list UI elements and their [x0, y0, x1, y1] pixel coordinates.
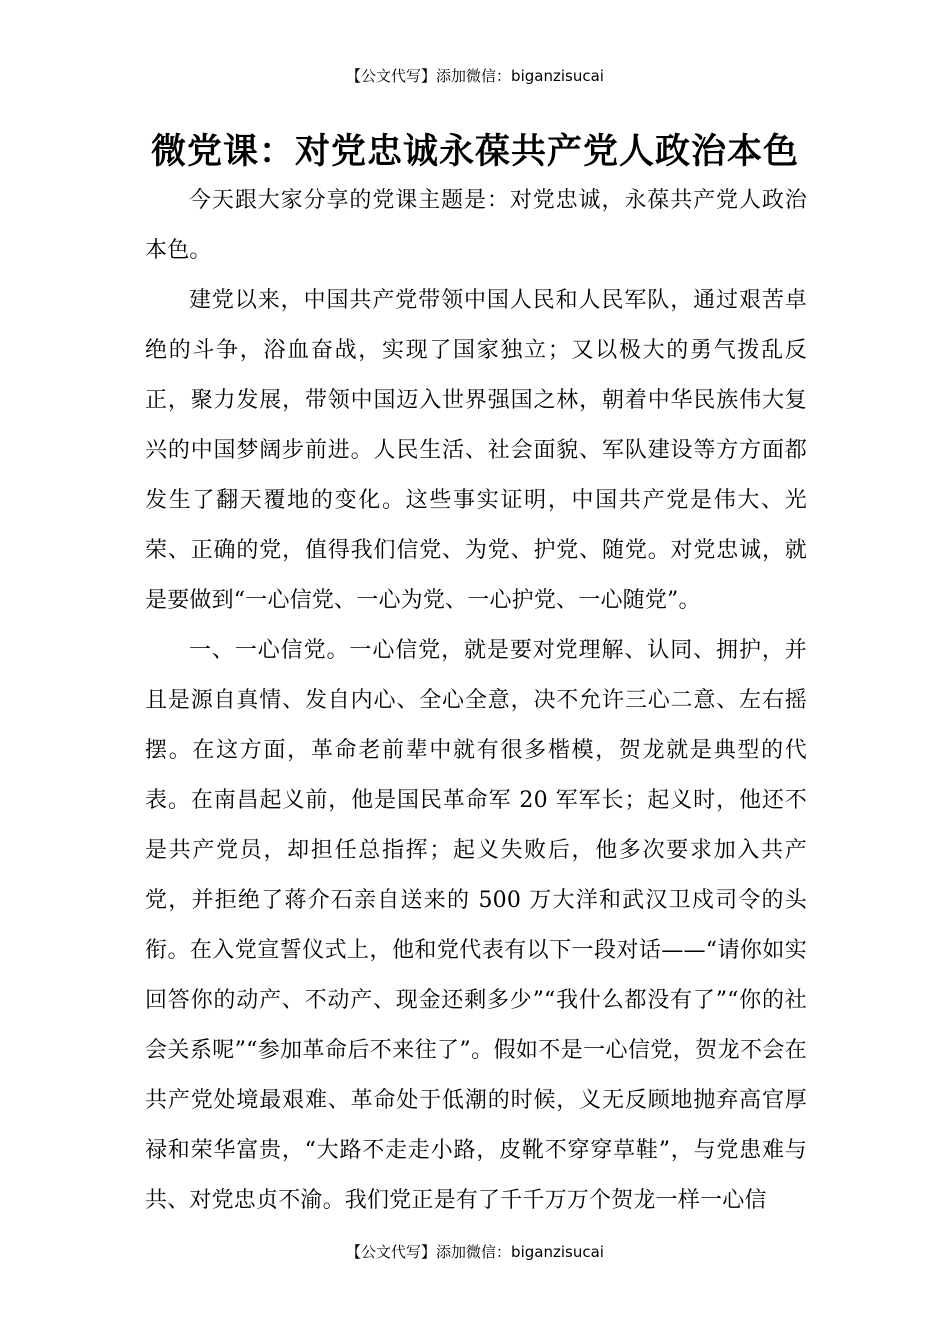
document-body [145, 176, 807, 1226]
paragraph-intro: 今天跟大家分享的党课主题是：对党忠诚，永葆共产党人政治本色。 [145, 188, 807, 263]
footer-watermark-note: 【公文代写】添加微信：biganzisucai [346, 1243, 604, 1261]
paragraph-section-one: 一、一心信党。一心信党，就是要对党理解、认同、拥护，并且是源自真情、发自内心、全心全意，决不允许三心二意、左右摇摆。在这方面，革命老前辈中就有很多楷模，贺龙就是典型的代表。在南昌起义前，他是国民革命军 20 军军长；起义时，他还不是共产党员，却担任总指挥；起义失败后，他多次要求加入共产党，并拒绝了蒋介石亲自送来的 500 万大洋和武汉卫戍司令的头衔。在入党宣誓仪式上，他和党代表有以下一段对话——“请你如实回答你的动产、不动产、现金还剩多少”“我什么都没有了”“你的社会关系呢”“参加革命后不来往了”。假如不是一心信党，贺龙不会在共产党处境最艰难、革命处于低潮的时候，义无反顾地抛弃高官厚禄和荣华富贵，“大路不走走小路，皮靴不穿穿草鞋”，与党患难与共、对党忠贞不渝。我们党正是有了千千万万个贺龙一样一心信 [145, 638, 807, 1213]
paragraph-history: 建党以来，中国共产党带领中国人民和人民军队，通过艰苦卓绝的斗争，浴血奋战，实现了国家独立；又以极大的勇气拨乱反正，聚力发展，带领中国迈入世界强国之林，朝着中华民族伟大复兴的中国梦阔步前进。人民生活、社会面貌、军队建设等方方面都发生了翻天覆地的变化。这些事实证明，中国共产党是伟大、光荣、正确的党，值得我们信党、为党、护党、随党。对党忠诚，就是要做到“一心信党、一心为党、一心护党、一心随党”。 [145, 288, 807, 613]
document-title: 微党课：对党忠诚永葆共产党人政治本色 [150, 132, 799, 172]
header-watermark-note: 【公文代写】添加微信：biganzisucai [346, 67, 604, 85]
